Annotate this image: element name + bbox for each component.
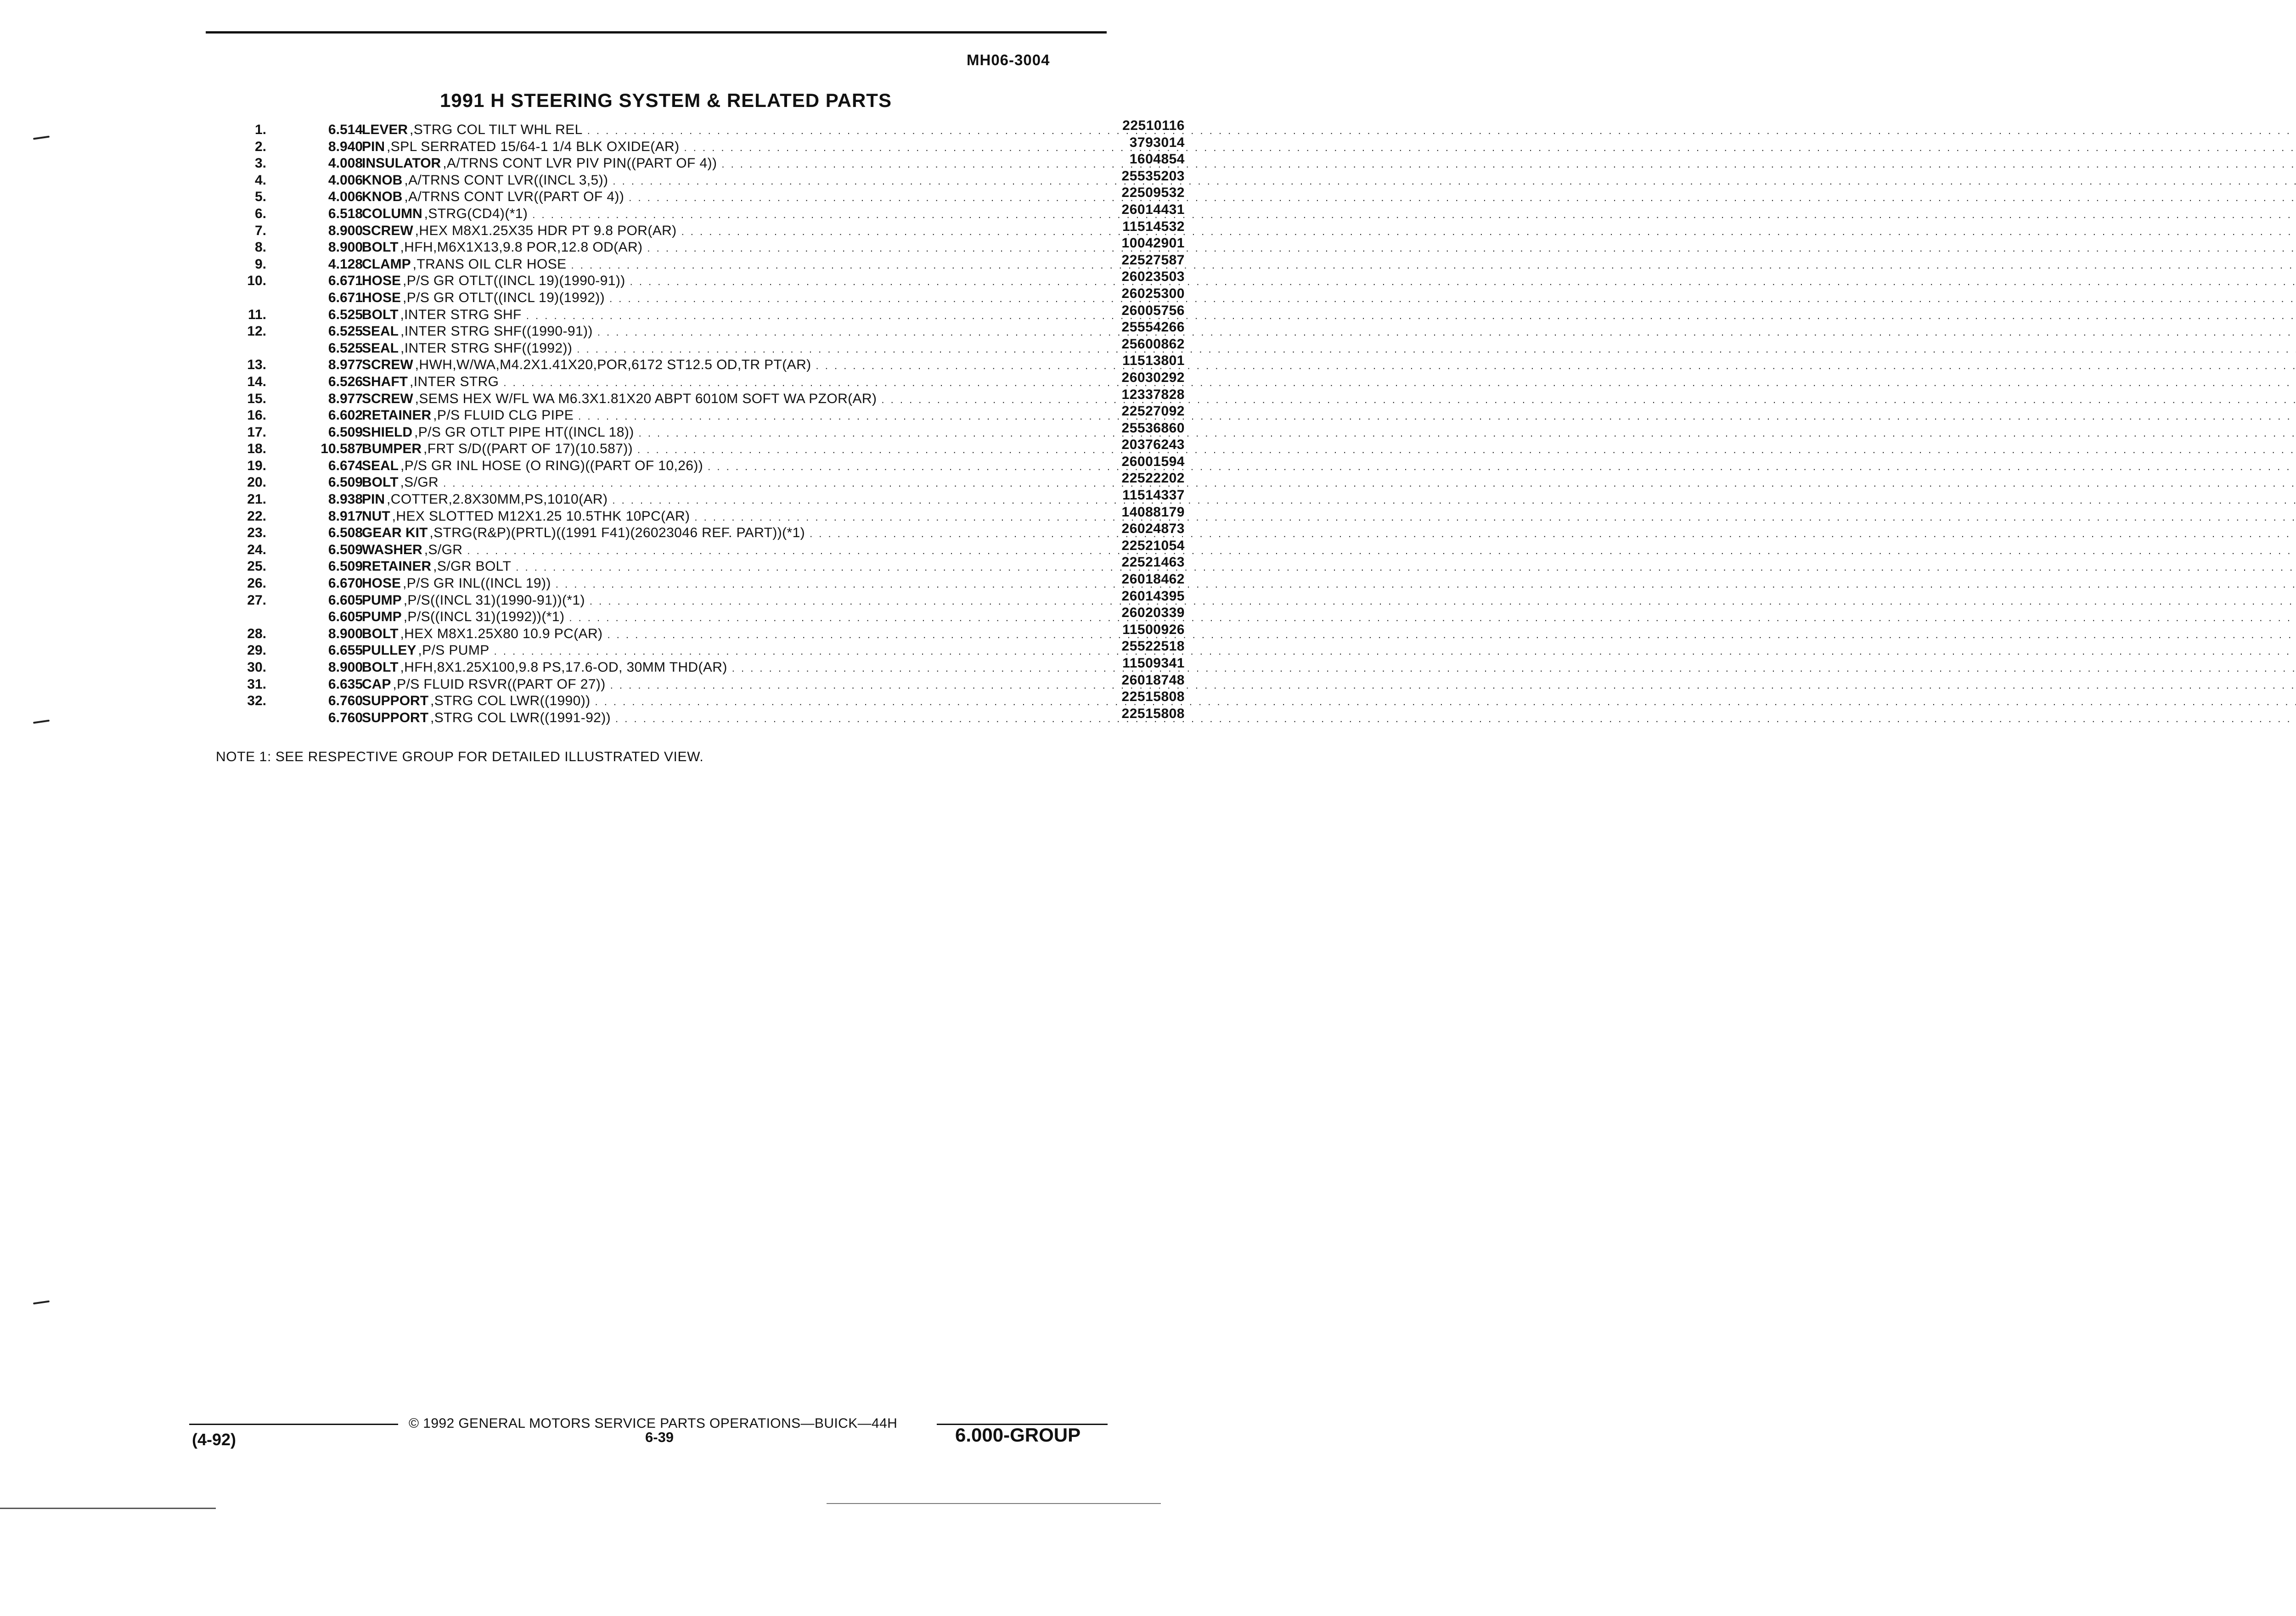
part-description bbox=[362, 323, 1096, 341]
margin-mark bbox=[33, 136, 50, 140]
part-number: 26024873 bbox=[1121, 521, 1185, 537]
part-number: 25600862 bbox=[1121, 336, 1185, 352]
dot-leader bbox=[467, 543, 2296, 560]
revision-date: (4-92) bbox=[192, 1430, 236, 1449]
dot-leader bbox=[684, 140, 2296, 157]
part-detail: ,A/TRNS CONT LVR PIV PIN((PART OF 4)) bbox=[443, 156, 717, 171]
part-detail: ,STRG(R&P)(PRTL)((1991 F41)(26023046 REF. PART))(*1) bbox=[429, 525, 805, 541]
part-number: 22527092 bbox=[1121, 404, 1185, 419]
group-number: 6.655 bbox=[328, 643, 363, 658]
dot-leader bbox=[556, 576, 2296, 593]
part-name: SHIELD bbox=[362, 424, 413, 440]
item-number: 11. bbox=[248, 307, 266, 322]
item-number: 19. bbox=[247, 458, 266, 473]
item-number: 25. bbox=[247, 559, 266, 574]
part-detail: ,S/GR bbox=[424, 542, 463, 557]
group-number: 6.509 bbox=[328, 424, 363, 440]
group-number: 6.671 bbox=[328, 273, 363, 289]
part-detail: ,INTER STRG SHF bbox=[400, 307, 522, 322]
part-description bbox=[362, 290, 1096, 308]
part-name: PUMP bbox=[362, 592, 402, 608]
group-number: 8.900 bbox=[328, 626, 363, 641]
part-number: 26014431 bbox=[1121, 202, 1185, 217]
part-description bbox=[362, 122, 1096, 140]
part-detail: ,INTER STRG bbox=[410, 374, 499, 389]
item-number: 21. bbox=[247, 492, 266, 507]
part-name: SEAL bbox=[362, 340, 399, 356]
part-number: 25554266 bbox=[1121, 320, 1185, 335]
group-number: 6.605 bbox=[328, 609, 363, 625]
part-detail: ,INTER STRG SHF((1992)) bbox=[400, 340, 573, 356]
part-description bbox=[362, 441, 1096, 459]
part-row bbox=[207, 269, 1185, 290]
part-number: 20376243 bbox=[1121, 437, 1185, 453]
part-name: KNOB bbox=[362, 189, 403, 205]
part-row bbox=[207, 404, 1185, 424]
part-number: 25522518 bbox=[1121, 639, 1185, 654]
part-row bbox=[207, 286, 1185, 307]
item-number: 31. bbox=[247, 676, 266, 692]
group-number: 8.917 bbox=[328, 508, 363, 524]
part-row bbox=[207, 488, 1185, 508]
item-number: 24. bbox=[247, 542, 266, 557]
dot-leader bbox=[647, 240, 2296, 257]
group-number: 6.508 bbox=[328, 525, 363, 541]
part-row bbox=[207, 420, 1185, 441]
part-name: BOLT bbox=[362, 240, 399, 255]
dot-leader bbox=[595, 694, 2296, 711]
part-description bbox=[362, 391, 1096, 409]
part-detail: ,HFH,8X1.25X100,9.8 PS,17.6-OD, 30MM THD(AR) bbox=[400, 660, 727, 675]
group-number: 8.900 bbox=[328, 223, 363, 238]
part-description bbox=[362, 458, 1096, 476]
dot-leader bbox=[629, 190, 2296, 207]
part-description bbox=[362, 239, 1096, 257]
dot-leader bbox=[443, 475, 2296, 492]
part-row bbox=[207, 152, 1185, 172]
part-detail: ,HWH,W/WA,M4.2X1.41X20,POR,6172 ST12.5 OD,TR PT(AR) bbox=[415, 357, 811, 373]
part-description bbox=[362, 558, 1096, 576]
part-number: 22515808 bbox=[1121, 689, 1185, 705]
part-detail: ,P/S GR OTLT PIPE HT((INCL 18)) bbox=[414, 424, 634, 440]
part-row bbox=[207, 454, 1185, 475]
dot-leader bbox=[571, 257, 2296, 274]
part-name: SHAFT bbox=[362, 374, 408, 389]
group-number: 6.525 bbox=[328, 307, 363, 322]
part-description bbox=[362, 307, 1096, 325]
part-description bbox=[362, 659, 1096, 677]
dot-leader bbox=[578, 408, 2296, 425]
dot-leader bbox=[681, 224, 2296, 241]
part-description bbox=[362, 424, 1096, 442]
group-number: 10.587 bbox=[321, 441, 363, 457]
item-number: 5. bbox=[254, 189, 266, 205]
group-number: 4.128 bbox=[328, 256, 363, 272]
part-name: HOSE bbox=[362, 273, 401, 289]
part-name: BOLT bbox=[362, 307, 399, 322]
dot-leader bbox=[637, 442, 2296, 459]
part-description bbox=[362, 273, 1096, 291]
part-detail: ,P/S GR INL HOSE (O RING)((PART OF 10,26)) bbox=[400, 458, 703, 473]
dot-leader bbox=[609, 291, 2296, 308]
part-row bbox=[207, 118, 1185, 139]
part-row bbox=[207, 672, 1185, 693]
dot-leader bbox=[503, 375, 2296, 392]
part-detail: ,COTTER,2.8X30MM,PS,1010(AR) bbox=[387, 492, 608, 507]
dot-leader bbox=[639, 425, 2296, 442]
item-number: 6. bbox=[254, 206, 266, 221]
group-number: 4.008 bbox=[328, 156, 363, 171]
dot-leader bbox=[732, 660, 2296, 677]
part-number: 22510116 bbox=[1122, 118, 1185, 133]
part-detail: ,A/TRNS CONT LVR((PART OF 4)) bbox=[404, 189, 625, 205]
part-row bbox=[207, 437, 1185, 458]
part-row bbox=[207, 168, 1185, 189]
item-number: 29. bbox=[247, 643, 266, 658]
part-number: 26018748 bbox=[1121, 672, 1185, 688]
part-row bbox=[207, 521, 1185, 542]
dot-leader bbox=[816, 358, 2296, 375]
part-number: 22521463 bbox=[1121, 555, 1185, 570]
part-row bbox=[207, 555, 1185, 575]
group-number: 6.605 bbox=[328, 592, 363, 608]
dot-leader bbox=[612, 492, 2296, 509]
part-description bbox=[362, 693, 1096, 711]
part-description bbox=[362, 542, 1096, 560]
dot-leader bbox=[526, 308, 2296, 325]
group-number: 8.938 bbox=[328, 492, 363, 507]
group-number: 6.674 bbox=[328, 458, 363, 473]
part-number: 26023503 bbox=[1121, 269, 1185, 285]
header-rule bbox=[206, 31, 1107, 34]
part-row bbox=[207, 236, 1185, 256]
part-detail: ,P/S((INCL 31)(1992))(*1) bbox=[403, 609, 565, 625]
part-row bbox=[207, 656, 1185, 676]
part-description bbox=[362, 189, 1096, 207]
dot-leader bbox=[630, 274, 2296, 291]
part-name: SUPPORT bbox=[362, 693, 429, 709]
part-name: PUMP bbox=[362, 609, 402, 625]
group-number: 6.602 bbox=[328, 408, 363, 423]
part-detail: ,HEX M8X1.25X35 HDR PT 9.8 POR(AR) bbox=[415, 223, 677, 238]
part-row bbox=[207, 135, 1185, 156]
item-number: 4. bbox=[254, 172, 266, 188]
part-detail: ,STRG(CD4)(*1) bbox=[424, 206, 528, 221]
item-number: 22. bbox=[247, 508, 266, 524]
part-number: 11513801 bbox=[1122, 353, 1185, 369]
parts-list bbox=[207, 118, 1185, 726]
part-description bbox=[362, 407, 1096, 425]
group-number: 6.635 bbox=[328, 676, 363, 692]
dot-leader bbox=[708, 459, 2296, 476]
group-number: 6.525 bbox=[328, 324, 363, 339]
part-row bbox=[207, 336, 1185, 357]
item-number: 9. bbox=[254, 256, 266, 272]
part-name: SEAL bbox=[362, 458, 399, 473]
part-row bbox=[207, 689, 1185, 710]
part-detail: ,P/S PUMP bbox=[418, 643, 490, 658]
dot-leader bbox=[577, 341, 2296, 358]
part-description bbox=[362, 374, 1096, 392]
group-number: 8.900 bbox=[328, 660, 363, 675]
part-description bbox=[362, 206, 1096, 224]
part-detail: ,S/GR bbox=[400, 475, 439, 490]
part-name: KNOB bbox=[362, 172, 403, 188]
part-row bbox=[207, 387, 1185, 408]
part-number: 3793014 bbox=[1129, 135, 1185, 150]
part-name: CLAMP bbox=[362, 256, 411, 272]
dot-leader bbox=[532, 207, 2296, 224]
part-row bbox=[207, 622, 1185, 643]
part-name: RETAINER bbox=[362, 408, 432, 423]
part-number: 11514532 bbox=[1122, 219, 1185, 234]
part-name: SEAL bbox=[362, 324, 399, 339]
part-row bbox=[207, 185, 1185, 206]
part-name: PULLEY bbox=[362, 643, 416, 658]
part-detail: ,HFH,M6X1X13,9.8 POR,12.8 OD(AR) bbox=[400, 240, 643, 255]
item-number: 30. bbox=[247, 660, 266, 675]
part-number: 25535203 bbox=[1121, 168, 1185, 184]
group-number: 8.900 bbox=[328, 240, 363, 255]
part-name: LEVER bbox=[362, 122, 408, 137]
part-number: 22527587 bbox=[1121, 252, 1185, 268]
part-number: 11514337 bbox=[1122, 488, 1185, 503]
footer-rule-left bbox=[189, 1424, 398, 1425]
part-description bbox=[362, 340, 1096, 358]
part-number: 26005756 bbox=[1121, 303, 1185, 318]
part-description bbox=[362, 508, 1096, 526]
part-number: 14088179 bbox=[1121, 504, 1185, 520]
part-number: 25536860 bbox=[1121, 420, 1185, 436]
part-number: 10042901 bbox=[1121, 236, 1185, 251]
part-name: SCREW bbox=[362, 357, 413, 373]
part-number: 22522202 bbox=[1121, 471, 1185, 486]
part-number: 11509341 bbox=[1122, 656, 1185, 671]
group-number: 6.514 bbox=[328, 122, 363, 137]
part-name: CAP bbox=[362, 676, 391, 692]
part-row bbox=[207, 572, 1185, 592]
item-number: 16. bbox=[247, 408, 266, 423]
part-row bbox=[207, 252, 1185, 273]
group-number: 6.526 bbox=[328, 374, 363, 389]
group-label: 6.000-GROUP bbox=[955, 1424, 1081, 1446]
part-detail: ,P/S GR INL((INCL 19)) bbox=[403, 576, 551, 591]
part-number: 22509532 bbox=[1121, 185, 1185, 201]
dot-leader bbox=[810, 526, 2296, 543]
part-number: 26018462 bbox=[1121, 572, 1185, 587]
dot-leader bbox=[607, 627, 2296, 644]
part-detail: ,STRG COL TILT WHL REL bbox=[410, 122, 583, 137]
part-detail: ,P/S FLUID RSVR((PART OF 27)) bbox=[393, 676, 606, 692]
dot-leader bbox=[590, 593, 2296, 610]
part-detail: ,SEMS HEX W/FL WA M6.3X1.81X20 ABPT 6010M SOFT WA PZOR(AR) bbox=[415, 391, 877, 406]
part-name: SCREW bbox=[362, 223, 413, 238]
part-name: WASHER bbox=[362, 542, 422, 557]
part-detail: ,SPL SERRATED 15/64-1 1/4 BLK OXIDE(AR) bbox=[387, 139, 680, 154]
item-number: 27. bbox=[247, 592, 266, 608]
group-number: 6.760 bbox=[328, 710, 363, 725]
part-name: SCREW bbox=[362, 391, 413, 406]
part-name: HOSE bbox=[362, 576, 401, 591]
footnote: NOTE 1: SEE RESPECTIVE GROUP FOR DETAILED ILLUSTRATED VIEW. bbox=[216, 749, 704, 764]
group-number: 6.518 bbox=[328, 206, 363, 221]
scan-edge-line bbox=[0, 1508, 216, 1509]
part-detail: ,P/S FLUID CLG PIPE bbox=[433, 408, 574, 423]
part-name: BOLT bbox=[362, 626, 399, 641]
item-number: 18. bbox=[247, 441, 266, 457]
item-number: 14. bbox=[247, 374, 266, 389]
part-number: 26014395 bbox=[1121, 588, 1185, 604]
part-row bbox=[207, 639, 1185, 659]
item-number: 15. bbox=[247, 391, 266, 406]
part-number: 12337828 bbox=[1121, 387, 1185, 402]
part-row bbox=[207, 353, 1185, 374]
part-detail: ,A/TRNS CONT LVR((INCL 3,5)) bbox=[404, 172, 608, 188]
group-number: 6.671 bbox=[328, 290, 363, 305]
dot-leader bbox=[516, 559, 2296, 576]
part-row bbox=[207, 219, 1185, 240]
part-row bbox=[207, 320, 1185, 340]
part-description bbox=[362, 491, 1096, 509]
part-number: 26025300 bbox=[1121, 286, 1185, 301]
part-number: 26001594 bbox=[1121, 454, 1185, 469]
part-number: 1604854 bbox=[1129, 152, 1185, 167]
part-detail: ,HEX M8X1.25X80 10.9 PC(AR) bbox=[400, 626, 603, 641]
group-number: 8.977 bbox=[328, 391, 363, 406]
page-number: 6-39 bbox=[645, 1429, 674, 1445]
dot-leader bbox=[613, 173, 2296, 190]
part-number: 22515808 bbox=[1121, 706, 1185, 721]
margin-mark bbox=[33, 720, 50, 724]
part-detail: ,INTER STRG SHF((1990-91)) bbox=[400, 324, 593, 339]
part-detail: ,FRT S/D((PART OF 17)(10.587)) bbox=[423, 441, 633, 457]
part-row bbox=[207, 471, 1185, 491]
dot-leader bbox=[615, 711, 2296, 728]
item-number: 1. bbox=[254, 122, 266, 137]
item-number: 20. bbox=[247, 475, 266, 490]
part-row bbox=[207, 588, 1185, 609]
group-number: 8.977 bbox=[328, 357, 363, 373]
part-name: BOLT bbox=[362, 475, 399, 490]
part-description bbox=[362, 172, 1096, 190]
part-name: GEAR KIT bbox=[362, 525, 428, 541]
item-number: 32. bbox=[247, 693, 266, 709]
item-number: 26. bbox=[247, 576, 266, 591]
part-name: RETAINER bbox=[362, 559, 432, 574]
part-detail: ,P/S((INCL 31)(1990-91))(*1) bbox=[403, 592, 585, 608]
item-number: 7. bbox=[254, 223, 266, 238]
part-row bbox=[207, 202, 1185, 223]
part-description bbox=[362, 575, 1096, 593]
group-number: 8.940 bbox=[328, 139, 363, 154]
item-number: 8. bbox=[254, 240, 266, 255]
item-number: 17. bbox=[247, 424, 266, 440]
part-detail: ,P/S GR OTLT((INCL 19)(1992)) bbox=[403, 290, 605, 305]
group-number: 6.509 bbox=[328, 475, 363, 490]
part-name: PIN bbox=[362, 139, 385, 154]
part-detail: ,P/S GR OTLT((INCL 19)(1990-91)) bbox=[403, 273, 625, 289]
part-description bbox=[362, 626, 1096, 644]
part-description bbox=[362, 223, 1096, 241]
part-description bbox=[362, 474, 1096, 492]
part-detail: ,S/GR BOLT bbox=[433, 559, 512, 574]
item-number: 28. bbox=[247, 626, 266, 641]
part-description bbox=[362, 609, 1096, 627]
copyright-line: © 1992 GENERAL MOTORS SERVICE PARTS OPERATIONS—BUICK—44H bbox=[409, 1416, 898, 1431]
part-name: COLUMN bbox=[362, 206, 422, 221]
part-name: NUT bbox=[362, 508, 390, 524]
part-description bbox=[362, 139, 1096, 157]
part-description bbox=[362, 357, 1096, 375]
part-description bbox=[362, 525, 1096, 543]
dot-leader bbox=[587, 123, 2296, 140]
item-number: 23. bbox=[247, 525, 266, 541]
part-name: SUPPORT bbox=[362, 710, 429, 725]
dot-leader bbox=[721, 156, 2296, 173]
part-description bbox=[362, 676, 1096, 694]
group-number: 6.760 bbox=[328, 693, 363, 709]
item-number: 10. bbox=[247, 273, 266, 289]
part-description bbox=[362, 642, 1096, 660]
item-number: 3. bbox=[254, 156, 266, 171]
dot-leader bbox=[494, 643, 2296, 660]
part-detail: ,HEX SLOTTED M12X1.25 10.5THK 10PC(AR) bbox=[392, 508, 690, 524]
part-name: INSULATOR bbox=[362, 156, 441, 171]
dot-leader bbox=[610, 677, 2296, 694]
part-detail: ,STRG COL LWR((1990)) bbox=[430, 693, 591, 709]
part-description bbox=[362, 256, 1096, 274]
part-detail: ,TRANS OIL CLR HOSE bbox=[412, 256, 567, 272]
group-number: 4.006 bbox=[328, 189, 363, 205]
scan-edge-line bbox=[827, 1503, 1161, 1504]
margin-mark bbox=[33, 1301, 50, 1305]
part-number: 22521054 bbox=[1121, 538, 1185, 553]
part-row bbox=[207, 504, 1185, 525]
item-number: 2. bbox=[254, 139, 266, 154]
part-detail: ,STRG COL LWR((1991-92)) bbox=[430, 710, 611, 725]
part-description bbox=[362, 592, 1096, 610]
part-number: 26020339 bbox=[1121, 605, 1185, 621]
part-row bbox=[207, 706, 1185, 727]
group-number: 6.670 bbox=[328, 576, 363, 591]
page-title: 1991 H STEERING SYSTEM & RELATED PARTS bbox=[440, 90, 892, 111]
group-number: 4.006 bbox=[328, 172, 363, 188]
part-row bbox=[207, 370, 1185, 391]
part-name: PIN bbox=[362, 492, 385, 507]
dot-leader bbox=[569, 610, 2296, 627]
part-number: 26030292 bbox=[1121, 370, 1185, 385]
group-number: 6.525 bbox=[328, 340, 363, 356]
item-number: 12. bbox=[247, 324, 266, 339]
part-description bbox=[362, 155, 1096, 173]
part-row bbox=[207, 605, 1185, 626]
part-row bbox=[207, 538, 1185, 559]
document-code: MH06-3004 bbox=[967, 51, 1050, 68]
item-number: 13. bbox=[247, 357, 266, 373]
part-name: BOLT bbox=[362, 660, 399, 675]
part-name: HOSE bbox=[362, 290, 401, 305]
part-name: BUMPER bbox=[362, 441, 422, 457]
part-number: 11500926 bbox=[1122, 622, 1185, 637]
dot-leader bbox=[597, 324, 2296, 341]
group-number: 6.509 bbox=[328, 542, 363, 557]
part-description bbox=[362, 710, 1096, 728]
part-row bbox=[207, 303, 1185, 324]
group-number: 6.509 bbox=[328, 559, 363, 574]
dot-leader bbox=[694, 509, 2296, 526]
